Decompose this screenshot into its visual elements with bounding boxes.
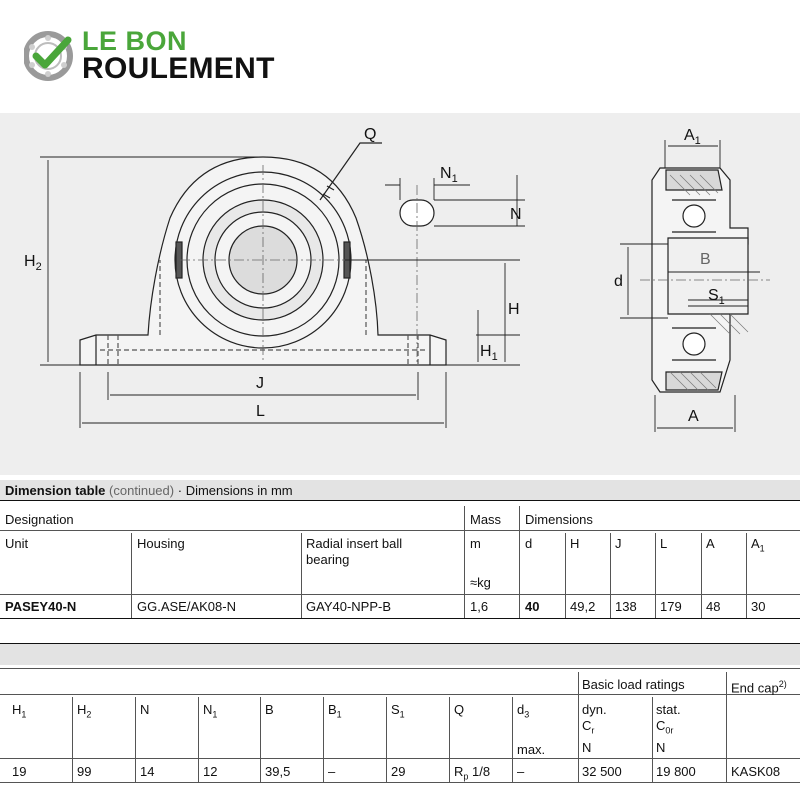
cell-insert: GAY40-NPP-B: [306, 599, 392, 614]
label-Q: Q: [364, 126, 377, 143]
label-N1: $N_1$: [440, 165, 458, 186]
th2-Cr: $C_r$: [582, 718, 595, 736]
cell-unit: PASEY40-N: [5, 599, 77, 614]
rule: [0, 643, 800, 644]
rule: [449, 697, 450, 782]
th2-max: max.: [517, 742, 546, 757]
rule: [0, 530, 800, 531]
rule: [464, 506, 465, 618]
label-H2: $H_2$: [24, 253, 42, 274]
label-d: d: [614, 273, 623, 290]
th-A: A: [706, 536, 715, 551]
technical-drawing: [0, 113, 800, 475]
cell-A: 48: [706, 599, 721, 614]
label-A1: $A_1$: [684, 127, 701, 148]
th-L: L: [660, 536, 668, 551]
th2-N-unit2: N: [656, 740, 666, 755]
cell2-C0r: 19 800: [656, 764, 696, 779]
th2-d3: $d_3$: [517, 702, 530, 720]
rule: [578, 694, 726, 695]
rule: [610, 533, 611, 618]
pillow-block-drawing: [0, 113, 800, 475]
th-mass: Mass: [470, 512, 502, 527]
th-m: m: [470, 536, 481, 551]
rule: [323, 697, 324, 782]
cell2-Q: $R_p$ 1/8: [454, 764, 491, 782]
rule: [0, 668, 800, 669]
label-H1: $H_1$: [480, 343, 498, 364]
cell-housing: GG.ASE/AK08-N: [137, 599, 236, 614]
cell-A1: 30: [751, 599, 766, 614]
rule: [135, 697, 136, 782]
label-A: A: [688, 408, 699, 425]
th-J: J: [615, 536, 622, 551]
cell2-B: 39,5: [265, 764, 291, 779]
label-L: L: [256, 403, 265, 420]
th-dimensions: Dimensions: [525, 512, 593, 527]
th-basic-load: Basic load ratings: [582, 677, 685, 692]
cell2-S1: 29: [391, 764, 406, 779]
th-insert: Radial insert ball bearing: [306, 536, 403, 567]
brand-line2: ROULEMENT: [82, 52, 275, 85]
rule: [260, 697, 261, 782]
th-kg: ≈kg: [470, 575, 491, 590]
table2-title-bar: [0, 643, 800, 665]
rule: [0, 694, 578, 695]
rule: [726, 672, 727, 782]
rule: [578, 672, 579, 782]
cell2-Cr: 32 500: [582, 764, 622, 779]
label-N: N: [510, 206, 522, 223]
label-J: J: [256, 375, 264, 392]
cell2-end-cap: KASK08: [731, 764, 781, 779]
brand-logo: [24, 26, 304, 86]
th2-N: N: [140, 702, 150, 717]
th2-H2: $H_2$: [77, 702, 92, 720]
th2-B1: $B_1$: [328, 702, 342, 720]
cell2-H1: 19: [12, 764, 27, 779]
th2-H1: $H_1$: [12, 702, 27, 720]
th-A1: $A_1$: [751, 536, 765, 554]
th-d: d: [525, 536, 533, 551]
rule: [0, 618, 800, 619]
brand-line1: LE BON: [82, 26, 188, 56]
rule: [198, 697, 199, 782]
th2-B: B: [265, 702, 274, 717]
rule: [72, 697, 73, 782]
rule: [655, 533, 656, 618]
th2-C0r: $C_{0r}$: [656, 718, 674, 736]
cell-mass: 1,6: [470, 599, 489, 614]
rule: [565, 533, 566, 618]
th2-S1: $S_1$: [391, 702, 405, 720]
cell2-H2: 99: [77, 764, 92, 779]
rule: [701, 533, 702, 618]
rule: [512, 697, 513, 782]
th2-dyn: dyn.: [582, 702, 607, 717]
cell-H: 49,2: [570, 599, 596, 614]
rule: [386, 697, 387, 782]
rule: [0, 782, 800, 783]
cell2-N1: 12: [203, 764, 218, 779]
th-housing: Housing: [137, 536, 185, 551]
th-designation: Designation: [5, 512, 74, 527]
th2-N1: $N_1$: [203, 702, 218, 720]
table1-title-bar: [0, 480, 800, 500]
label-B: B: [700, 251, 711, 268]
rule: [0, 594, 800, 595]
cell-d: 40: [525, 599, 540, 614]
label-H: H: [508, 301, 520, 318]
rule: [301, 533, 302, 618]
label-S1: $S_1$: [708, 287, 725, 308]
rule: [131, 533, 132, 618]
th-end-cap: End cap$^{2)}$: [731, 679, 787, 696]
th-H: H: [570, 536, 580, 551]
cell2-N: 14: [140, 764, 155, 779]
th2-Q: Q: [454, 702, 465, 717]
th2-stat: stat.: [656, 702, 681, 717]
cell2-B1: –: [328, 764, 336, 779]
rule: [519, 506, 520, 618]
th2-N-unit1: N: [582, 740, 592, 755]
rule: [652, 697, 653, 782]
bearing-check-icon: [24, 30, 76, 82]
cell-L: 179: [660, 599, 682, 614]
rule: [0, 758, 800, 759]
table1-title: Dimension table (continued) · Dimensions in mm: [5, 483, 293, 498]
rule: [746, 533, 747, 618]
cell-J: 138: [615, 599, 637, 614]
th-unit: Unit: [5, 536, 29, 551]
rule: [0, 500, 800, 501]
cell2-d3: –: [517, 764, 525, 779]
